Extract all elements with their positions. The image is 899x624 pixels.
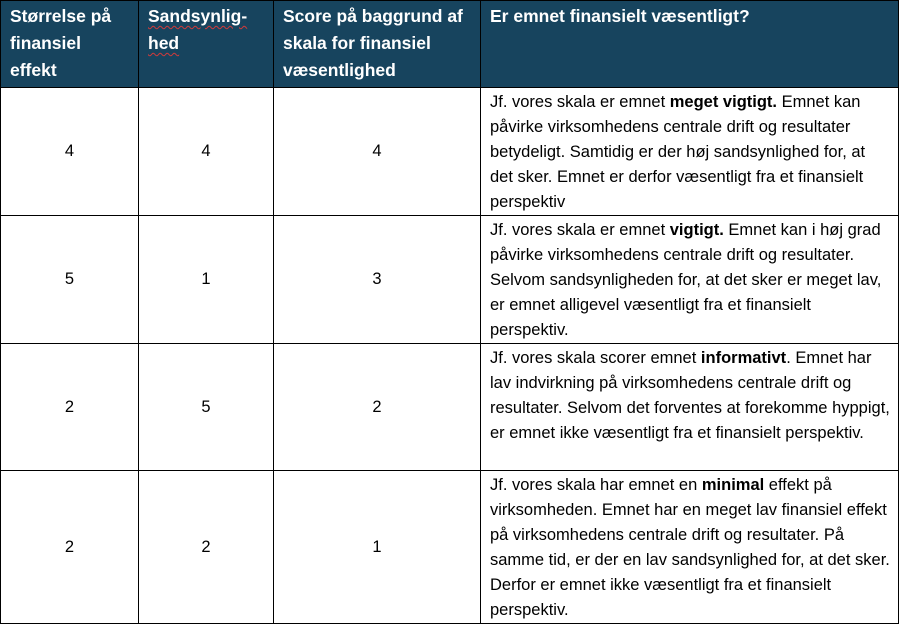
cell-size: 4	[1, 88, 139, 216]
cell-score: 3	[274, 216, 481, 344]
table-row	[1, 344, 899, 471]
cell-size: 2	[1, 471, 139, 624]
desc-prefix: Jf. vores skala scorer emnet	[490, 349, 701, 367]
desc-emphasis: informativt	[700, 349, 787, 367]
cell-size: 2	[1, 344, 139, 471]
desc-prefix: Jf. vores skala har emnet en	[490, 476, 702, 494]
header-score: Score på baggrund af skala for finansiel væsentlighed	[274, 1, 481, 88]
cell-description	[481, 88, 899, 216]
desc-suffix: effekt på virksomheden. Emnet har en meget lav finansiel effekt på virksomhedens centrale drift og resultater. På samme tid, er der en lav sandsynlighed for, at det sker. Derfor er emnet ikke væsentligt fra et finansielt perspektiv.	[490, 476, 890, 619]
cell-description	[481, 471, 899, 624]
table-row	[1, 216, 899, 344]
cell-probability: 5	[139, 344, 274, 471]
cell-probability: 2	[139, 471, 274, 624]
desc-suffix: . Emnet har lav indvirkning på virksomhedens centrale drift og resultater. Selvom det forventes at forekomme hyppigt, er emnet ikke væsentligt fra et finansielt perspektiv.	[490, 349, 890, 442]
cell-description	[481, 216, 899, 344]
table-row	[1, 88, 899, 216]
cell-description	[481, 344, 899, 471]
cell-size: 5	[1, 216, 139, 344]
cell-score: 4	[274, 88, 481, 216]
header-row	[1, 1, 899, 88]
cell-probability: 1	[139, 216, 274, 344]
desc-emphasis: vigtigt.	[669, 221, 724, 239]
desc-suffix: Emnet kan påvirke virksomhedens centrale drift og resultater betydeligt. Samtidig er der høj sandsynlighed for, at det sker. Emnet er derfor væsentligt fra et finansielt perspektiv	[490, 93, 866, 211]
cell-score: 2	[274, 344, 481, 471]
header-material: Er emnet finansielt væsentligt?	[481, 1, 899, 88]
header-probability-label: Sandsynlig-hed	[148, 6, 248, 53]
desc-suffix: Emnet kan i høj grad påvirke virksomhedens centrale drift og resultater. Selvom sandsynligheden for, at det sker er meget lav, er emnet alligevel væsentligt fra et finansielt perspektiv.	[490, 221, 882, 339]
desc-emphasis: minimal	[701, 476, 765, 494]
table-row	[1, 471, 899, 624]
cell-score: 1	[274, 471, 481, 624]
header-probability	[139, 1, 274, 88]
desc-emphasis: meget vigtigt.	[669, 93, 778, 111]
cell-probability: 4	[139, 88, 274, 216]
header-size: Størrelse på finansiel effekt	[1, 1, 139, 88]
desc-prefix: Jf. vores skala er emnet	[490, 93, 670, 111]
desc-prefix: Jf. vores skala er emnet	[490, 221, 670, 239]
